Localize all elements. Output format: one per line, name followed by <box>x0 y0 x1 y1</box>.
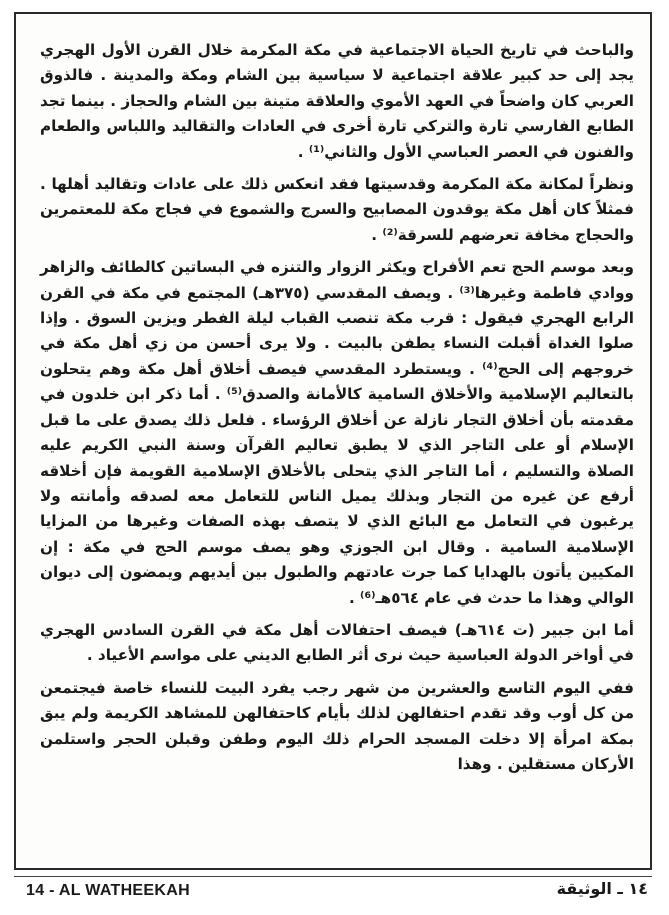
paragraph-3: وبعد موسم الحج تعم الأفراح ويكثر الزوار والتنزه في البساتين كالطائف والزاهر ووادي فاطمة وغيرها⁽³⁾ . ويصف المقدسي (٣٧٥هـ) المجتمع في مكة في القرن الرابع الهجري فيقول : قرب مكة تنصب القباب ليلة الفطر ويزين السوق . وإذا صلوا الغداة أقبلت النساء يطفن بالبيت . ولا يرى أحسن من زي أهل مكة في خروجهم إلى الحج⁽⁴⁾ . ويستطرد المقدسي فيصف أخلاق أهل مكة وهم يتحلون بالتعاليم الإسلامية والأخلاق السامية كالأمانة والصدق⁽⁵⁾ . أما ذكر ابن خلدون في مقدمته بأن أخلاق التجار نازلة عن أخلاق الرؤساء . فلعل ذلك يصدق على ما قبل الإسلام أو على التاجر الذي لا يطبق تعاليم القرآن وسنة النبي الكريم عليه الصلاة والتسليم ، أما التاجر الذي يتحلى بالأخلاق الإسلامية القويمة فإن أخلاقه أرفع عن غيره من التجار وبذلك يميل الناس للتعامل معه لصدقه وأمانته ولا يرغبون في التعامل مع البائع الذي لا يتصف بهذه الصفات وغيرها من المزايا الإسلامية السامية . وقال ابن الجوزي وهو يصف موسم الحج في مكة : إن المكيين يأتون بالهدايا كما جرت عادتهم والطبول بين أيديهم ويمضون إلى ديوان الوالي وهذا ما حدث في عام ٥٦٤هـ⁽⁶⁾ . <box>40 258 634 607</box>
paragraph-1: والباحث في تاريخ الحياة الاجتماعية في مكة المكرمة خلال القرن الأول الهجري يجد إلى حد كبير علاقة اجتماعية لا سياسية بين الشام ومكة والمدينة . فالذوق العربي كان واضحاً في العهد الأموي والعلاقة متينة بين الشام والحجاز . بينما تجد الطابع الفارسي تارة والتركي تارة أخرى في العادات والتقاليد واللباس والطعام والفنون في العصر العباسي الأول والثاني⁽¹⁾ . <box>40 41 634 161</box>
text-frame <box>14 12 652 870</box>
footer-journal-name: 14 - AL WATHEEKAH <box>26 882 190 899</box>
paragraph-2: ونظراً لمكانة مكة المكرمة وقدسيتها فقد انعكس ذلك على عادات وتقاليد أهلها . فمثلاً كان أهل مكة يوقدون المصابيح والسرج والشموع في فجاج مكة للمعتمرين والحجاج مخافة تعرضهم للسرقة⁽²⁾ . <box>40 175 634 244</box>
page-footer <box>14 876 652 905</box>
paragraph-5: ففي اليوم التاسع والعشرين من شهر رجب يفرد البيت للنساء خاصة فيجتمعن من كل أوب وقد تقدم احتفالهن لذلك بأيام كاحتفالهن للمشاهد الكريمة ولم يبق بمكة امرأة إلا دخلت المسجد الحرام ذلك اليوم وطفن وقبلن الحجر واستلمن الأركان مستقلين . وهذا <box>40 678 634 773</box>
paragraph-4: أما ابن جبير (ت ٦١٤هـ) فيصف احتفالات أهل مكة في القرن السادس الهجري في أواخر الدولة العباسية حيث نرى أثر الطابع الديني على مواسم الأعياد . <box>40 620 634 665</box>
footer-journal-name-arabic: ١٤ ـ الوثيقة <box>556 879 648 898</box>
article-body <box>40 38 634 777</box>
